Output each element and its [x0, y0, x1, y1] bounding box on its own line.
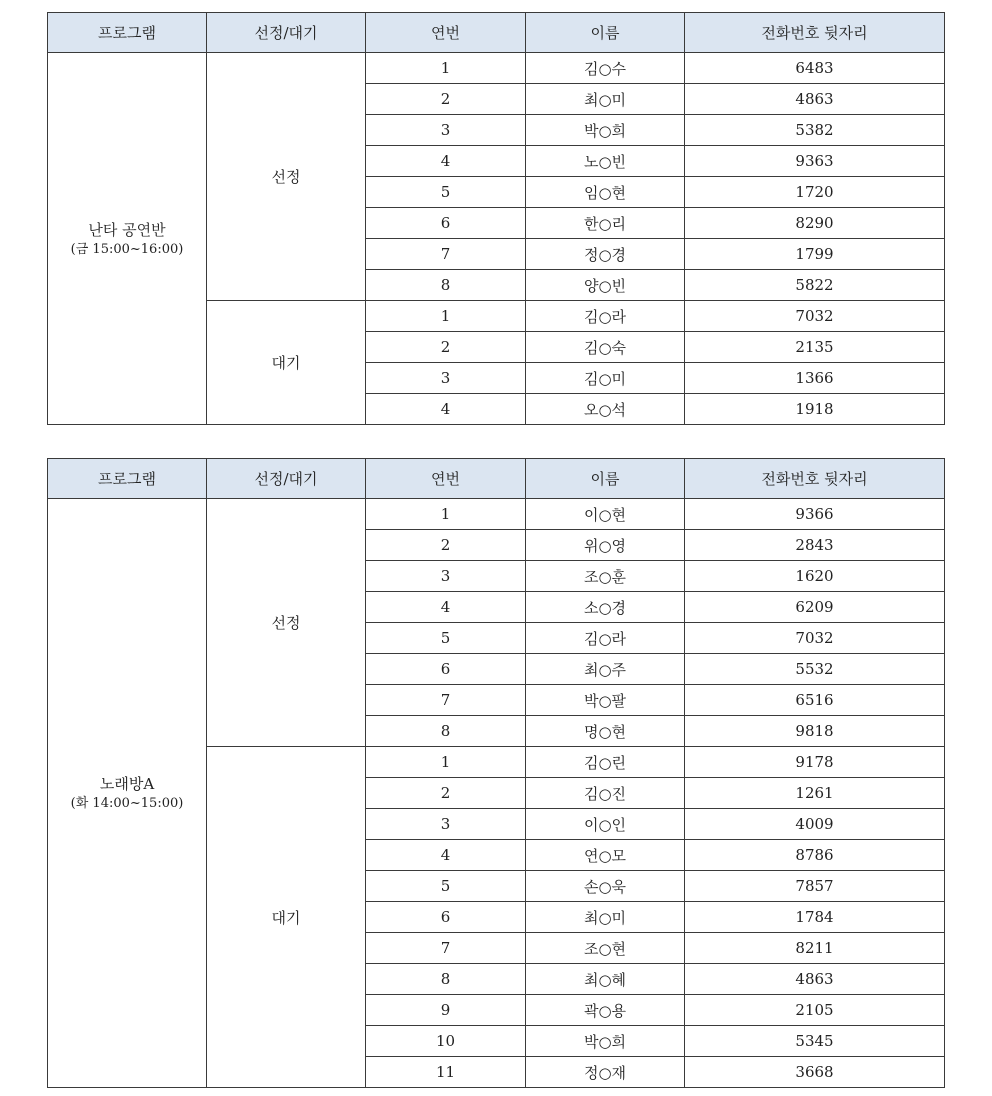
- number-cell: 8: [366, 270, 526, 301]
- number-cell: 1: [366, 53, 526, 84]
- name-cell: 박○팔: [526, 685, 685, 716]
- number-cell: 9: [366, 995, 526, 1026]
- table-row: [48, 53, 945, 84]
- header-row: [48, 13, 945, 53]
- header-status: 선정/대기: [207, 13, 366, 53]
- number-cell: 11: [366, 1057, 526, 1088]
- name-cell: 한○리: [526, 208, 685, 239]
- program-time: (금 15:00~16:00): [70, 241, 184, 257]
- phone-cell: 1918: [685, 394, 945, 425]
- name-cell: 최○미: [526, 902, 685, 933]
- number-cell: 5: [366, 623, 526, 654]
- name-cell: 조○현: [526, 933, 685, 964]
- number-cell: 3: [366, 561, 526, 592]
- name-cell: 박○희: [526, 1026, 685, 1057]
- name-cell: 김○진: [526, 778, 685, 809]
- phone-cell: 4009: [685, 809, 945, 840]
- table-row: [48, 499, 945, 530]
- number-cell: 10: [366, 1026, 526, 1057]
- name-cell: 오○석: [526, 394, 685, 425]
- name-cell: 이○현: [526, 499, 685, 530]
- number-cell: 4: [366, 592, 526, 623]
- name-cell: 양○빈: [526, 270, 685, 301]
- phone-cell: 5532: [685, 654, 945, 685]
- phone-cell: 2105: [685, 995, 945, 1026]
- roster-table-nanta: [47, 12, 945, 425]
- name-cell: 위○영: [526, 530, 685, 561]
- name-cell: 손○욱: [526, 871, 685, 902]
- name-cell: 김○라: [526, 623, 685, 654]
- number-cell: 1: [366, 301, 526, 332]
- number-cell: 7: [366, 933, 526, 964]
- number-cell: 6: [366, 654, 526, 685]
- program-name: 난타 공연반: [88, 220, 166, 239]
- number-cell: 2: [366, 332, 526, 363]
- phone-cell: 7857: [685, 871, 945, 902]
- number-cell: 6: [366, 208, 526, 239]
- number-cell: 4: [366, 394, 526, 425]
- number-cell: 7: [366, 239, 526, 270]
- name-cell: 김○숙: [526, 332, 685, 363]
- header-status: 선정/대기: [207, 459, 366, 499]
- program-time: (화 14:00~15:00): [70, 796, 184, 811]
- phone-cell: 2843: [685, 530, 945, 561]
- number-cell: 2: [366, 778, 526, 809]
- phone-cell: 2135: [685, 332, 945, 363]
- phone-cell: 7032: [685, 623, 945, 654]
- phone-cell: 1799: [685, 239, 945, 270]
- name-cell: 연○모: [526, 840, 685, 871]
- name-cell: 노○빈: [526, 146, 685, 177]
- phone-cell: 9178: [685, 747, 945, 778]
- phone-cell: 1784: [685, 902, 945, 933]
- phone-cell: 4863: [685, 964, 945, 995]
- number-cell: 4: [366, 146, 526, 177]
- header-name: 이름: [526, 459, 685, 499]
- phone-cell: 9366: [685, 499, 945, 530]
- phone-cell: 8211: [685, 933, 945, 964]
- number-cell: 3: [366, 363, 526, 394]
- name-cell: 소○경: [526, 592, 685, 623]
- name-cell: 최○미: [526, 84, 685, 115]
- phone-cell: 7032: [685, 301, 945, 332]
- header-number: 연번: [366, 13, 526, 53]
- phone-cell: 9818: [685, 716, 945, 747]
- name-cell: 김○미: [526, 363, 685, 394]
- name-cell: 명○현: [526, 716, 685, 747]
- name-cell: 조○훈: [526, 561, 685, 592]
- name-cell: 김○수: [526, 53, 685, 84]
- phone-cell: 5382: [685, 115, 945, 146]
- name-cell: 박○희: [526, 115, 685, 146]
- number-cell: 7: [366, 685, 526, 716]
- phone-cell: 8290: [685, 208, 945, 239]
- header-phone: 전화번호 뒷자리: [685, 459, 945, 499]
- header-phone: 전화번호 뒷자리: [685, 13, 945, 53]
- status-cell: 대기: [207, 747, 366, 1088]
- header-program: 프로그램: [48, 459, 207, 499]
- phone-cell: 5345: [685, 1026, 945, 1057]
- number-cell: 5: [366, 177, 526, 208]
- roster-table-karaoke: [47, 458, 945, 1088]
- number-cell: 6: [366, 902, 526, 933]
- status-cell: 대기: [207, 301, 366, 425]
- header-name: 이름: [526, 13, 685, 53]
- phone-cell: 4863: [685, 84, 945, 115]
- name-cell: 곽○용: [526, 995, 685, 1026]
- phone-cell: 9363: [685, 146, 945, 177]
- number-cell: 8: [366, 964, 526, 995]
- name-cell: 최○주: [526, 654, 685, 685]
- phone-cell: 6516: [685, 685, 945, 716]
- name-cell: 정○재: [526, 1057, 685, 1088]
- number-cell: 2: [366, 530, 526, 561]
- phone-cell: 1261: [685, 778, 945, 809]
- name-cell: 최○혜: [526, 964, 685, 995]
- name-cell: 정○경: [526, 239, 685, 270]
- name-cell: 김○린: [526, 747, 685, 778]
- header-number: 연번: [366, 459, 526, 499]
- phone-cell: 6209: [685, 592, 945, 623]
- phone-cell: 5822: [685, 270, 945, 301]
- status-cell: 선정: [207, 53, 366, 301]
- program-cell: [48, 499, 207, 1088]
- number-cell: 5: [366, 871, 526, 902]
- number-cell: 3: [366, 115, 526, 146]
- number-cell: 8: [366, 716, 526, 747]
- phone-cell: 6483: [685, 53, 945, 84]
- number-cell: 1: [366, 747, 526, 778]
- status-cell: 선정: [207, 499, 366, 747]
- phone-cell: 1366: [685, 363, 945, 394]
- name-cell: 김○라: [526, 301, 685, 332]
- name-cell: 이○인: [526, 809, 685, 840]
- phone-cell: 3668: [685, 1057, 945, 1088]
- phone-cell: 1620: [685, 561, 945, 592]
- name-cell: 임○현: [526, 177, 685, 208]
- program-cell: [48, 53, 207, 425]
- number-cell: 1: [366, 499, 526, 530]
- phone-cell: 8786: [685, 840, 945, 871]
- header-program: 프로그램: [48, 13, 207, 53]
- phone-cell: 1720: [685, 177, 945, 208]
- program-name: 노래방A: [99, 775, 155, 793]
- header-row: [48, 459, 945, 499]
- number-cell: 2: [366, 84, 526, 115]
- number-cell: 4: [366, 840, 526, 871]
- number-cell: 3: [366, 809, 526, 840]
